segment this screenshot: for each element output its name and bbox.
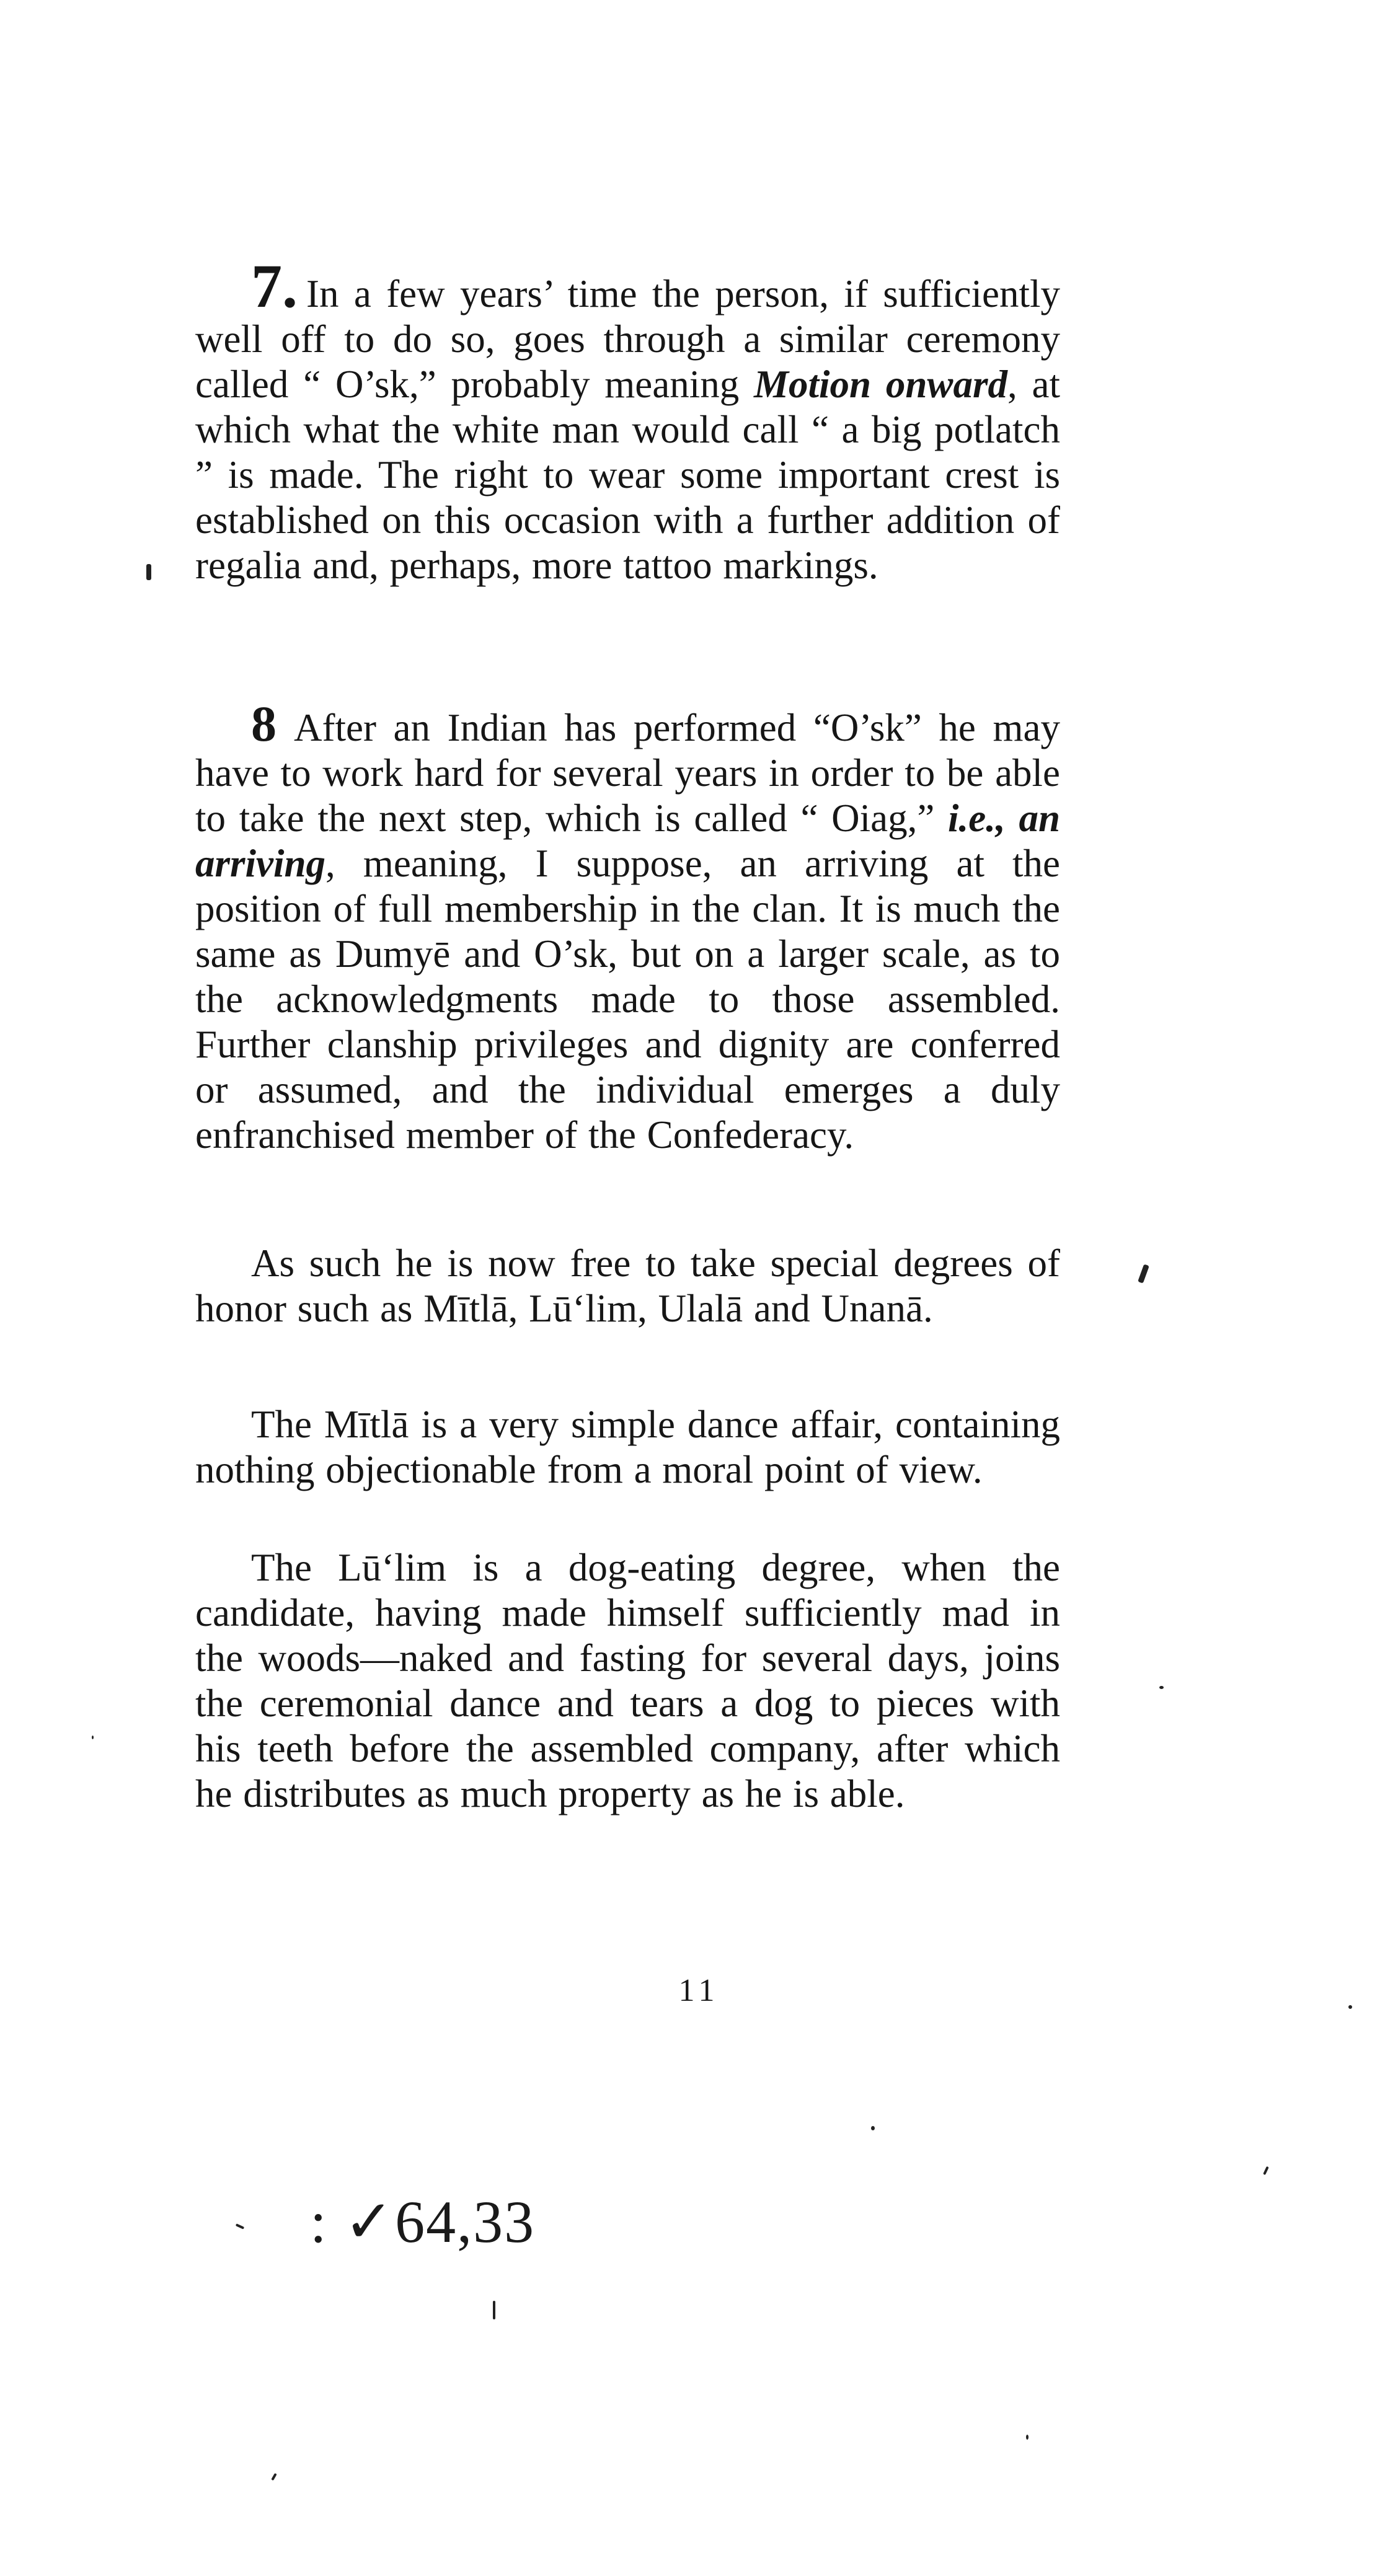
paragraph-text: The Lū‘lim is a dog-eating degree, when the candidate, having made himself sufficiently mad in the woods—naked and fasting for several days, joins the ceremonial dance and tears a dog to pieces with his teeth before the assembled company, after which he distributes as much property as he is able. [195,1546,1060,1815]
scan-speck [1026,2435,1029,2440]
paragraph-text: In a few years’ time the person, if sufficiently well off to do so, goes through a similar ceremony called “ O’sk,” probably meaning [195,272,1060,406]
scan-speck [871,2126,875,2130]
scan-speck [271,2473,277,2481]
scan-speck [236,2223,244,2230]
paragraph-text: , meaning, I suppose, an arriving at the position of full membership in the clan. It is much the same as Dumyē and O’sk, but on a larger scale, as to the acknowledgments made to those assembled. Further clanship privileges and dignity are conferred or assumed, and the individual emerges a duly enfranchised member of the Confederacy. [195,842,1060,1157]
paragraph-mitla [195,1402,1060,1493]
scan-speck [1348,2005,1352,2009]
paragraph-text: , at which what the white man would call “ a big potlatch ” is made. The right to wear some important crest is established on this occasion with a further addition of regalia and, perhaps, more tattoo markings. [195,363,1060,587]
paragraph-lulim [195,1545,1060,1817]
paragraph-8 [195,695,1060,1158]
paragraph-text: As such he is now free to take special degrees of honor such as Mītlā, Lū‘lim, Ulalā and Unanā. [195,1242,1060,1330]
paragraph-number: 8 [251,695,277,752]
emphasis-text: Motion onward [754,363,1007,406]
paragraph-degrees [195,1241,1060,1331]
scan-speck [493,2301,495,2319]
paragraph-text: After an Indian has performed “O’sk” he may have to work hard for several years in order to be able to take the next step, which is called “ Oiag,” [195,706,1060,840]
scan-speck [92,1736,94,1739]
library-stamp: : ✓64,33 [310,2189,536,2255]
scan-speck [146,564,151,580]
scan-speck [1138,1264,1149,1283]
scan-speck [1263,2166,1269,2175]
page-number: 11 [678,1973,720,2008]
paragraph-7 [195,252,1060,588]
paragraph-number: 7. [251,252,298,320]
paragraph-text: The Mītlā is a very simple dance affair, containing nothing objectionable from a moral point of view. [195,1403,1060,1491]
emphasis-text: i.e., an arriving [195,796,1060,885]
scan-speck [1159,1686,1164,1689]
